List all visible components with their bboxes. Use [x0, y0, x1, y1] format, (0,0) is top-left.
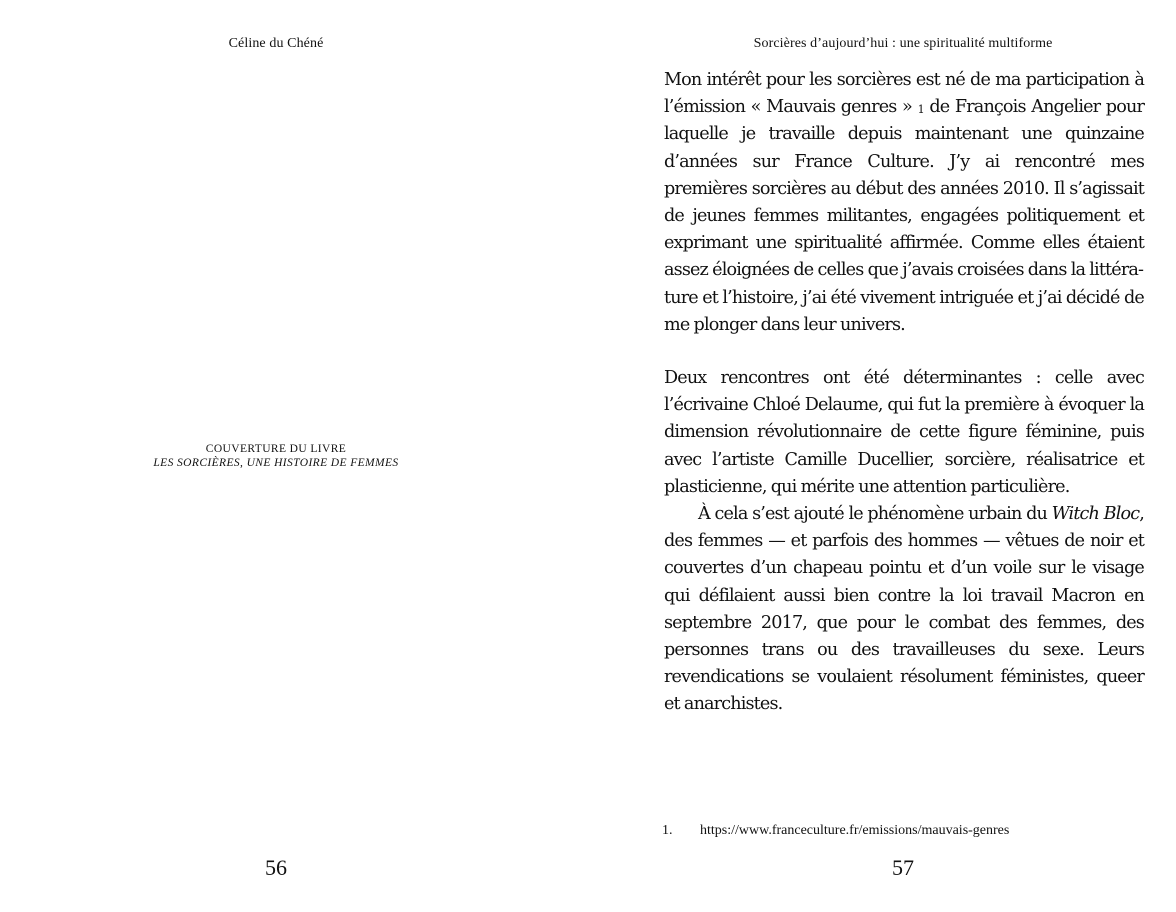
cover-caption	[0, 442, 552, 470]
paragraph-1-start: Mon intérêt pour les sorcières est né de ma participation à l’émission « Mauvais genres »	[664, 70, 1144, 118]
left-page	[0, 0, 552, 912]
footnote-link[interactable]: https://www.franceculture.fr/emissions/mauvais-genres	[700, 823, 1010, 838]
cover-caption-book-title: LES SORCIÈRES, UNE HISTOIRE DE FEMMES	[153, 457, 399, 469]
paragraph-3-end: , des femmes — et parfois des hommes — vêtues de noir et couvertes d’un chapeau pointu et d’un voile sur le visage qui défilaient aussi bien contre la loi travail Macron en septembre 2017, que pour le combat des femmes, des personnes trans ou des travailleuses du sexe. Leurs revendications se voulaient résolument féministes, queer et anarchistes.	[664, 504, 1145, 715]
page-number-right: 57	[892, 855, 914, 880]
witch-bloc-term: Witch Bloc	[1051, 504, 1140, 525]
paragraph-1	[664, 67, 1144, 339]
body-text	[664, 67, 1144, 719]
paragraph-3-start: À cela s’est ajouté le phénomène urbain du	[698, 504, 1052, 525]
paragraph-2: Deux rencontres ont été déterminantes : celle avec l’écrivaine Chloé Delaume, qui fut la première à évoquer la dimension révolutionnaire de cette figure féminine, puis avec l’artiste Camille Ducellier, sorcière, réalisatrice et plasticienne, qui mérite une attention particulière.	[664, 368, 1144, 497]
footnote-number: 1.	[662, 823, 673, 838]
footnote	[662, 822, 1142, 840]
paragraph-1-end: de François Angelier pour laquelle je travaille depuis maintenant une quinzaine d’années sur France Culture. J’y ai rencontré mes premières sorcières au début des années 2010. Il s’agissait de jeunes femmes militantes, engagées politiquement et exprimant une spiritualité affirmée. Comme elles étaient assez éloignées de celles que j’avais croisées dans la littérature et l’histoire, j’ai été vivement intriguée et j’ai décidé de me plonger dans leur univers.	[664, 97, 1145, 335]
page-number-left: 56	[265, 855, 287, 880]
footnote-reference[interactable]: 1	[917, 103, 924, 117]
cover-caption-title: COUVERTURE DU LIVRE	[205, 443, 347, 455]
running-head-author: Céline du Chéné	[228, 36, 324, 51]
running-head-chapter: Sorcières d’aujourd’hui : une spiritualité multiforme	[753, 36, 1053, 51]
right-page	[588, 0, 1176, 912]
paragraph-3	[664, 501, 1144, 719]
